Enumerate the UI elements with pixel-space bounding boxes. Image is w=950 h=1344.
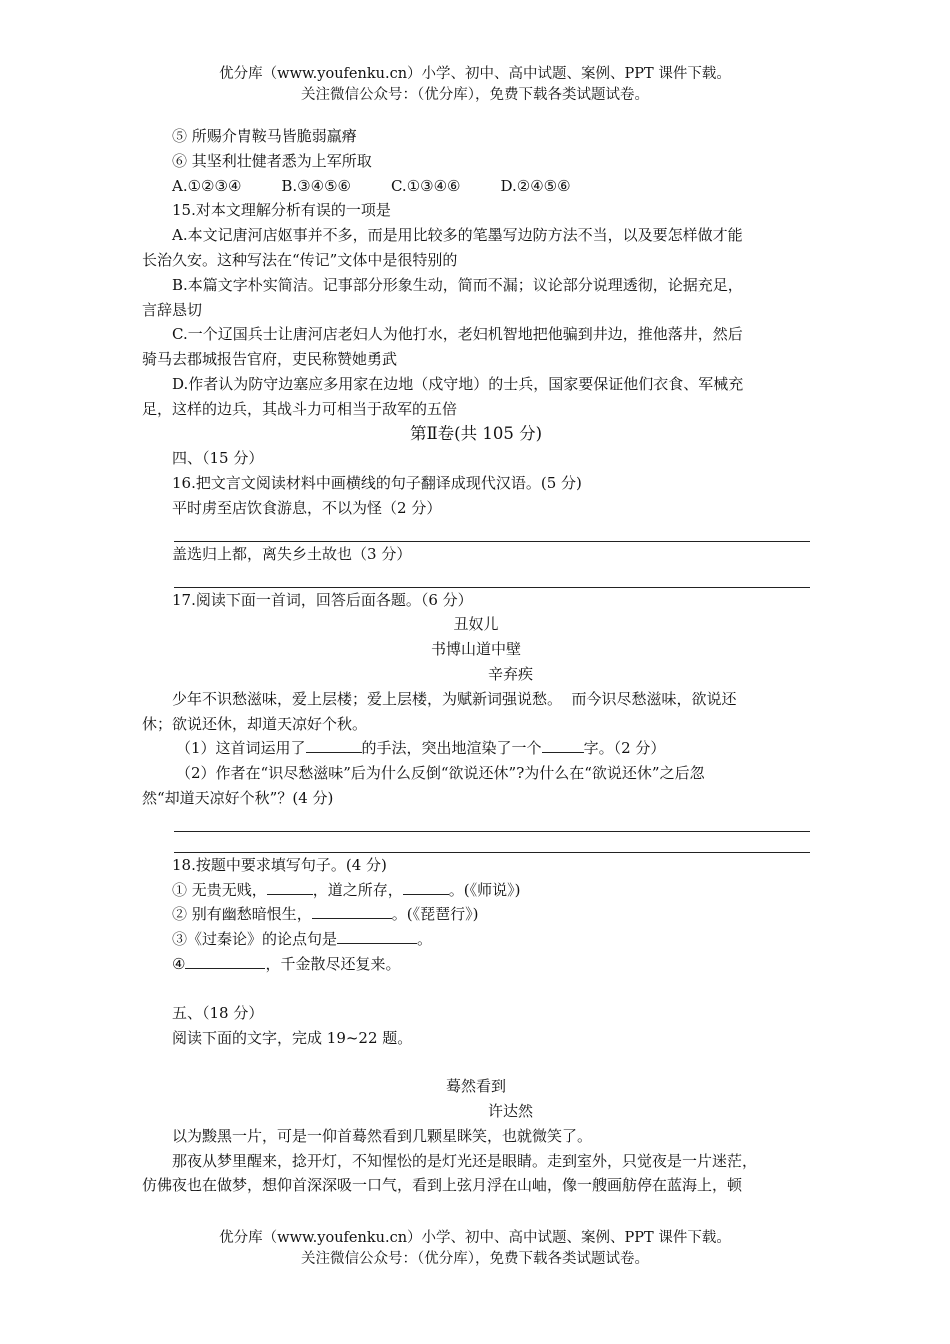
- poem-line-1: 少年不识愁滋味，爱上层楼；爱上层楼，为赋新词强说愁。 而今识尽愁滋味，欲说还: [172, 689, 737, 708]
- q16-sentence-2: 盖选归上都，离失乡土故也（3 分）: [172, 544, 412, 563]
- q17-sub-1: [142, 736, 810, 761]
- q17-sub-1-text-c: 字。（2 分）: [583, 739, 666, 758]
- spacer: [142, 1050, 810, 1074]
- essay-paragraph-1: 以为黢黑一片，可是一仰首蓦然看到几颗星眯笑，也就微笑了。: [172, 1126, 593, 1145]
- q14-option-d: D.②④⑤⑥: [500, 176, 571, 195]
- q18-item-2-text-b: 。(《琵琶行》): [391, 905, 479, 924]
- q18-item-1-text-b: ，道之所存，: [312, 880, 403, 899]
- q18-item-2-text-a: ② 别有幽愁暗恨生，: [172, 905, 312, 924]
- q18-blank-4[interactable]: [337, 927, 417, 944]
- section-4-heading: 四、（15 分）: [172, 449, 264, 468]
- footer-line-2: 关注微信公众号：（优分库），免费下载各类试题试卷。: [301, 1251, 649, 1267]
- q17-blank-1[interactable]: [306, 736, 362, 753]
- q17-stem: 17.阅读下面一首词，回答后面各题。（6 分）: [172, 590, 473, 609]
- q15-b-line-2: 言辞恳切: [142, 300, 203, 319]
- q18-item-1: [142, 878, 810, 903]
- q14-item-5: ⑤ 所赐介胄鞍马皆脆弱羸瘠: [172, 127, 357, 145]
- essay-paragraph-2-line-1: 那夜从梦里醒来，捻开灯，不知惺忪的是灯光还是眼睛。走到室外，只觉夜是一片迷茫，: [172, 1151, 758, 1170]
- q16-stem: 16.把文言文阅读材料中画横线的句子翻译成现代汉语。(5 分): [172, 474, 582, 493]
- q17-sub-2-line-1: （2）作者在“识尽愁滋味”后为什么反倒“欲说还休”?为什么在“欲说还休”之后忽: [176, 764, 705, 783]
- q18-item-3-text-b: 。: [417, 930, 433, 949]
- q18-item-1-text-a: ① 无贵无贱，: [172, 880, 267, 899]
- q15-a-line-1: A.本文记唐河店妪事并不多，而是用比较多的笔墨写边防方法不当，以及要怎样做才能: [172, 226, 743, 245]
- q16-sentence-1: 平时虏至店饮食游息，不以为怪（2 分）: [172, 498, 442, 517]
- q15-b-line-1: B.本篇文字朴实简洁。记事部分形象生动，简而不漏；议论部分说理透彻，论据充足，: [172, 275, 743, 294]
- page-footer: [0, 1228, 950, 1270]
- header-line-1: 优分库（www.youfenku.cn）小学、初中、高中试题、案例、PPT 课件下载。: [219, 66, 731, 82]
- volume-2-title: 第Ⅱ卷(共 105 分): [409, 423, 543, 443]
- page-header: [0, 64, 950, 106]
- header-line-2: 关注微信公众号：（优分库），免费下载各类试题试卷。: [301, 87, 649, 103]
- q14-item-6: ⑥ 其坚利壮健者悉为上军所取: [172, 151, 372, 170]
- q18-blank-1[interactable]: [267, 878, 313, 895]
- q14-option-a: A.①②③④: [172, 176, 242, 195]
- poem-author: 辛弃疾: [488, 664, 534, 683]
- essay-author: 许达然: [488, 1102, 534, 1121]
- q15-a-line-2: 长治久安。这种写法在“传记”文体中是很特别的: [142, 250, 458, 269]
- q18-blank-5[interactable]: [185, 952, 265, 969]
- document-body: [142, 124, 810, 1198]
- essay-title: 蓦然看到: [445, 1077, 506, 1096]
- q17-blank-2[interactable]: [542, 736, 584, 753]
- q18-blank-2[interactable]: [403, 878, 449, 895]
- q15-d-line-1: D.作者认为防守边塞应多用家在边地（戍守地）的士兵，国家要保证他们衣食、军械充: [172, 374, 744, 393]
- footer-line-1: 优分库（www.youfenku.cn）小学、初中、高中试题、案例、PPT 课件下载。: [219, 1230, 731, 1246]
- poem-line-2: 休；欲说还休，却道天凉好个秋。: [142, 714, 368, 733]
- q18-item-1-text-c: 。(《师说》): [448, 880, 521, 899]
- q16-answer-line-2[interactable]: [174, 567, 810, 588]
- q15-stem: 15.对本文理解分析有误的一项是: [172, 201, 391, 220]
- poem-subtitle: 书博山道中壁: [430, 640, 521, 659]
- q18-stem: 18.按题中要求填写句子。(4 分): [172, 855, 387, 874]
- q18-blank-3[interactable]: [312, 902, 392, 919]
- q14-options: [142, 174, 810, 199]
- q17-sub-1-text-b: 的手法，突出地渲染了一个: [361, 739, 542, 758]
- reading-intro: 阅读下面的文字，完成 19~22 题。: [172, 1028, 413, 1047]
- essay-paragraph-2-line-2: 仿佛夜也在做梦，想仰首深深吸一口气，看到上弦月浮在山岫，像一艘画舫停在蓝海上，顿: [142, 1176, 743, 1195]
- q17-sub-2-line-2: 然“却道天凉好个秋”？(4 分): [142, 788, 334, 807]
- q18-item-4-text-b: ，千金散尽还复来。: [265, 954, 401, 973]
- q18-item-4-text-a: ④: [172, 954, 186, 973]
- q15-d-line-2: 足，这样的边兵，其战斗力可相当于敌军的五倍: [142, 399, 458, 418]
- q18-item-4: [142, 952, 810, 977]
- q17-sub-1-text-a: （1）这首词运用了: [176, 739, 306, 758]
- q18-item-2: [142, 902, 810, 927]
- q17-answer-line-1[interactable]: [174, 811, 810, 832]
- poem-title: 丑奴儿: [453, 615, 499, 634]
- q15-c-line-2: 骑马去郡城报告官府，吏民称赞她勇武: [142, 350, 398, 369]
- q16-answer-line-1[interactable]: [174, 521, 810, 542]
- spacer: [142, 977, 810, 1001]
- section-5-heading: 五、（18 分）: [172, 1003, 264, 1022]
- q14-option-b: B.③④⑤⑥: [281, 176, 351, 195]
- q18-item-3-text-a: ③《过秦论》的论点句是: [172, 930, 338, 949]
- q17-answer-line-2[interactable]: [174, 832, 810, 853]
- q18-item-3: [142, 927, 810, 952]
- q14-option-c: C.①③④⑥: [390, 176, 461, 195]
- q15-c-line-1: C.一个辽国兵士让唐河店老妇人为他打水，老妇机智地把他骗到井边，推他落井，然后: [172, 325, 743, 344]
